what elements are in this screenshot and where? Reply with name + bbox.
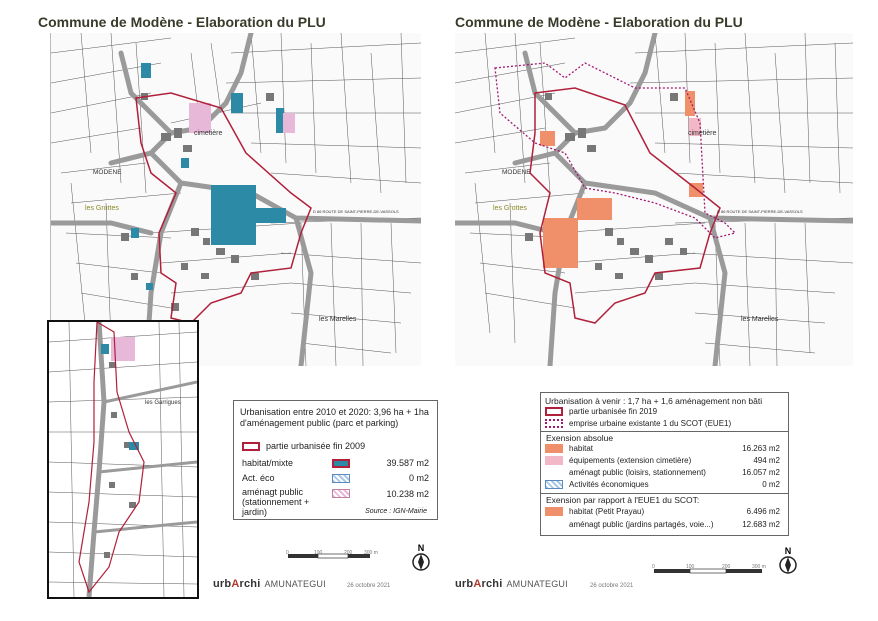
legend-label: Activités économiques: [569, 480, 649, 489]
habitat-swatch: [332, 459, 350, 468]
left-scalebar: [286, 548, 376, 562]
north-arrow-icon: [410, 542, 432, 572]
left-brand: [213, 578, 326, 590]
right-brand: [455, 578, 568, 590]
inset-drawing: [49, 322, 197, 597]
left-scale-300: 300 m: [364, 550, 378, 556]
section1-row: [545, 468, 780, 477]
right-scale-100: 100: [686, 564, 695, 570]
legend-value: 39.587 m2: [386, 458, 429, 468]
legend-label: aménagt public (jardins partagés, voie...): [569, 520, 714, 529]
brand-part: rchi: [481, 578, 503, 590]
right-legend-boundary: [545, 407, 780, 416]
section2-row: [545, 507, 780, 516]
parcel-lines: [455, 33, 853, 366]
habitat-swatch: [545, 444, 563, 453]
inset-habitat: [101, 344, 109, 354]
equipement-swatch: [545, 456, 563, 465]
brand-part: A: [231, 578, 240, 590]
section1-row: [545, 456, 780, 465]
grottes-label: les Grottes: [493, 205, 527, 212]
road-label: D 86 ROUTE DE SAINT-PIERRE-DE-VASSOLS: [313, 209, 399, 214]
right-map-drawing: [455, 33, 853, 366]
garrigues-label: les Garrigues: [145, 400, 181, 406]
brand-part: urb: [213, 578, 232, 590]
left-scale-100: 100: [314, 550, 323, 556]
eue1-swatch: [545, 419, 563, 428]
right-map: [455, 33, 853, 366]
legend-value: 6.496 m2: [746, 507, 780, 516]
left-scale-200: 200: [344, 550, 353, 556]
boundary-label: partie urbanisée fin 2019: [569, 407, 658, 416]
left-legend-heading: Urbanisation entre 2010 et 2020: 3,96 ha + 1ha d'aménagement public (parc et parking): [240, 407, 429, 428]
left-title: Commune de Modène - Elaboration du PLU: [38, 14, 326, 30]
empty-swatch: [545, 468, 563, 477]
right-legend-eue1: [545, 419, 780, 428]
legend-label: équipements (extension cimetière): [569, 456, 692, 465]
legend-label: habitat (Petit Prayau): [569, 507, 645, 516]
empty-swatch: [545, 520, 563, 529]
brand-part: A: [473, 578, 482, 590]
road-label: D 86 ROUTE DE SAINT-PIERRE-DE-VASSOLS: [717, 209, 803, 214]
svg-text:N: N: [417, 543, 425, 553]
brand-second: AMUNATEGUI: [506, 579, 568, 589]
right-scale-200: 200: [722, 564, 731, 570]
brand-part: rchi: [239, 578, 261, 590]
legend-label: habitat: [569, 444, 594, 453]
brand-second: AMUNATEGUI: [264, 579, 326, 589]
eco-swatch: [545, 480, 563, 489]
legend-value: 10.238 m2: [386, 489, 429, 499]
inset-road: [89, 322, 104, 597]
eco-swatch: [332, 474, 350, 483]
legend-label: aménagt public (loisirs, stationnement): [569, 468, 706, 477]
section2-title: Exension par rapport à l'EUE1 du SCOT:: [541, 493, 788, 505]
right-scale-300: 300 m: [752, 564, 766, 570]
legend-label: Act. éco: [242, 473, 275, 483]
marelles-label: les Marelles: [741, 316, 779, 323]
legend-value: 494 m2: [753, 456, 780, 465]
legend-label: aménagt public (stationnement + jardin): [242, 487, 310, 517]
right-date: 26 octobre 2021: [590, 583, 634, 589]
right-legend-heading: Urbanisation à venir : 1,7 ha + 1,6 aménagement non bâti: [545, 396, 763, 406]
svg-text:N: N: [784, 546, 792, 556]
boundary-swatch: [242, 442, 260, 451]
left-legend-boundary: [242, 441, 429, 451]
left-map: [50, 33, 421, 366]
section1-row: [545, 480, 780, 489]
legend-value: 16.263 m2: [742, 444, 780, 453]
grottes-label: les Grottes: [85, 205, 119, 212]
inset-parcels: [49, 322, 197, 597]
inset-map: [47, 320, 199, 599]
legend-value: 0 m2: [762, 480, 780, 489]
legend-value: 16.057 m2: [742, 468, 780, 477]
section2-row: [545, 520, 780, 529]
left-legend-row: [242, 458, 429, 468]
brand-part: urb: [455, 578, 474, 590]
right-scale-0: 0: [652, 564, 655, 570]
left-map-drawing: [51, 33, 421, 366]
north-arrow-icon: [777, 545, 799, 575]
modene-label: MODENE: [502, 169, 531, 176]
section1-title: Exension absolue: [541, 431, 788, 443]
eue1-label: emprise urbaine existante 1 du SCOT (EUE1): [569, 419, 732, 428]
boundary-label: partie urbanisée fin 2009: [266, 441, 366, 451]
right-legend: [540, 392, 789, 536]
legend-label: habitat/mixte: [242, 458, 294, 468]
source-label: Source : IGN-Mairie: [365, 508, 427, 515]
habitat-swatch: [545, 507, 563, 516]
left-scale-0: 0: [286, 550, 289, 556]
left-date: 26 octobre 2021: [347, 583, 391, 589]
cimetiere-label: cimetière: [688, 130, 717, 137]
boundary-swatch: [545, 407, 563, 416]
legend-value: 12.683 m2: [742, 520, 780, 529]
public-swatch: [332, 489, 350, 498]
marelles-label: les Marelles: [319, 316, 357, 323]
right-title: Commune de Modène - Elaboration du PLU: [455, 14, 743, 30]
left-legend-row: [242, 473, 429, 483]
cimetiere-label: cimetière: [194, 130, 223, 137]
legend-value: 0 m2: [408, 473, 429, 483]
modene-label: MODENE: [93, 169, 122, 176]
section1-row: [545, 444, 780, 453]
left-legend: [233, 400, 438, 520]
